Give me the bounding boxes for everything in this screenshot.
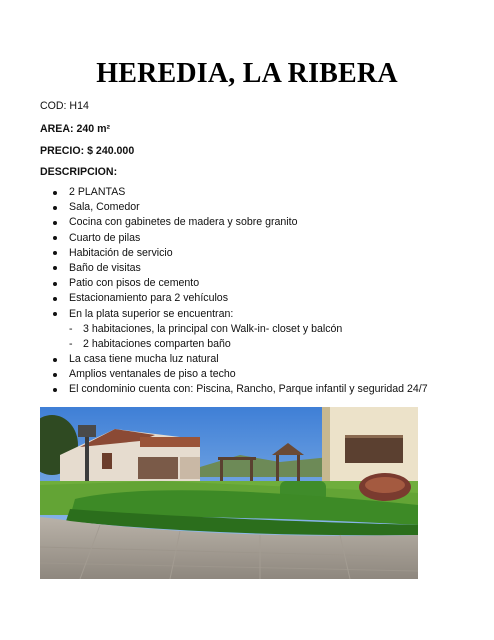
list-item: Estacionamiento para 2 vehículos bbox=[52, 291, 428, 306]
description-heading bbox=[40, 166, 117, 178]
feature-list bbox=[52, 185, 428, 398]
bullet-icon bbox=[53, 236, 57, 240]
bullet-icon bbox=[53, 266, 57, 270]
price-label: PRECIO: $ 240.000 bbox=[40, 145, 135, 157]
dash-icon: - bbox=[69, 337, 73, 350]
page-title: HEREDIA, LA RIBERA bbox=[96, 58, 398, 89]
sub-list-item: - 3 habitaciones, la principal con Walk-in- closet y balcón bbox=[52, 322, 428, 337]
bullet-icon bbox=[53, 312, 57, 316]
property-code: COD: H14 bbox=[40, 100, 89, 112]
area-label: AREA: 240 m² bbox=[40, 123, 111, 135]
property-photo bbox=[40, 407, 418, 579]
dash-icon: - bbox=[69, 322, 73, 335]
list-item: En la plata superior se encuentran: bbox=[52, 307, 428, 322]
list-item: El condominio cuenta con: Piscina, Rancho, Parque infantil y seguridad 24/7 bbox=[52, 382, 428, 397]
bullet-icon bbox=[53, 358, 57, 362]
area-value bbox=[40, 123, 110, 135]
list-item: Sala, Comedor bbox=[52, 200, 428, 215]
list-item: Cocina con gabinetes de madera y sobre granito bbox=[52, 215, 428, 230]
bullet-icon bbox=[53, 206, 57, 210]
list-item: Habitación de servicio bbox=[52, 246, 428, 261]
list-item: 2 PLANTAS bbox=[52, 185, 428, 200]
bullet-icon bbox=[53, 388, 57, 392]
list-item: Baño de visitas bbox=[52, 261, 428, 276]
sub-list-item: - 2 habitaciones comparten baño bbox=[52, 337, 428, 352]
bullet-icon bbox=[53, 297, 57, 301]
bullet-icon bbox=[53, 251, 57, 255]
description-label: DESCRIPCION: bbox=[40, 166, 118, 178]
list-item: La casa tiene mucha luz natural bbox=[52, 352, 428, 367]
bullet-icon bbox=[53, 191, 57, 195]
price-value bbox=[40, 145, 134, 157]
list-item: Cuarto de pilas bbox=[52, 231, 428, 246]
bullet-icon bbox=[53, 282, 57, 286]
list-item: Patio con pisos de cemento bbox=[52, 276, 428, 291]
bullet-icon bbox=[53, 221, 57, 225]
bullet-icon bbox=[53, 373, 57, 377]
list-item: Amplios ventanales de piso a techo bbox=[52, 367, 428, 382]
